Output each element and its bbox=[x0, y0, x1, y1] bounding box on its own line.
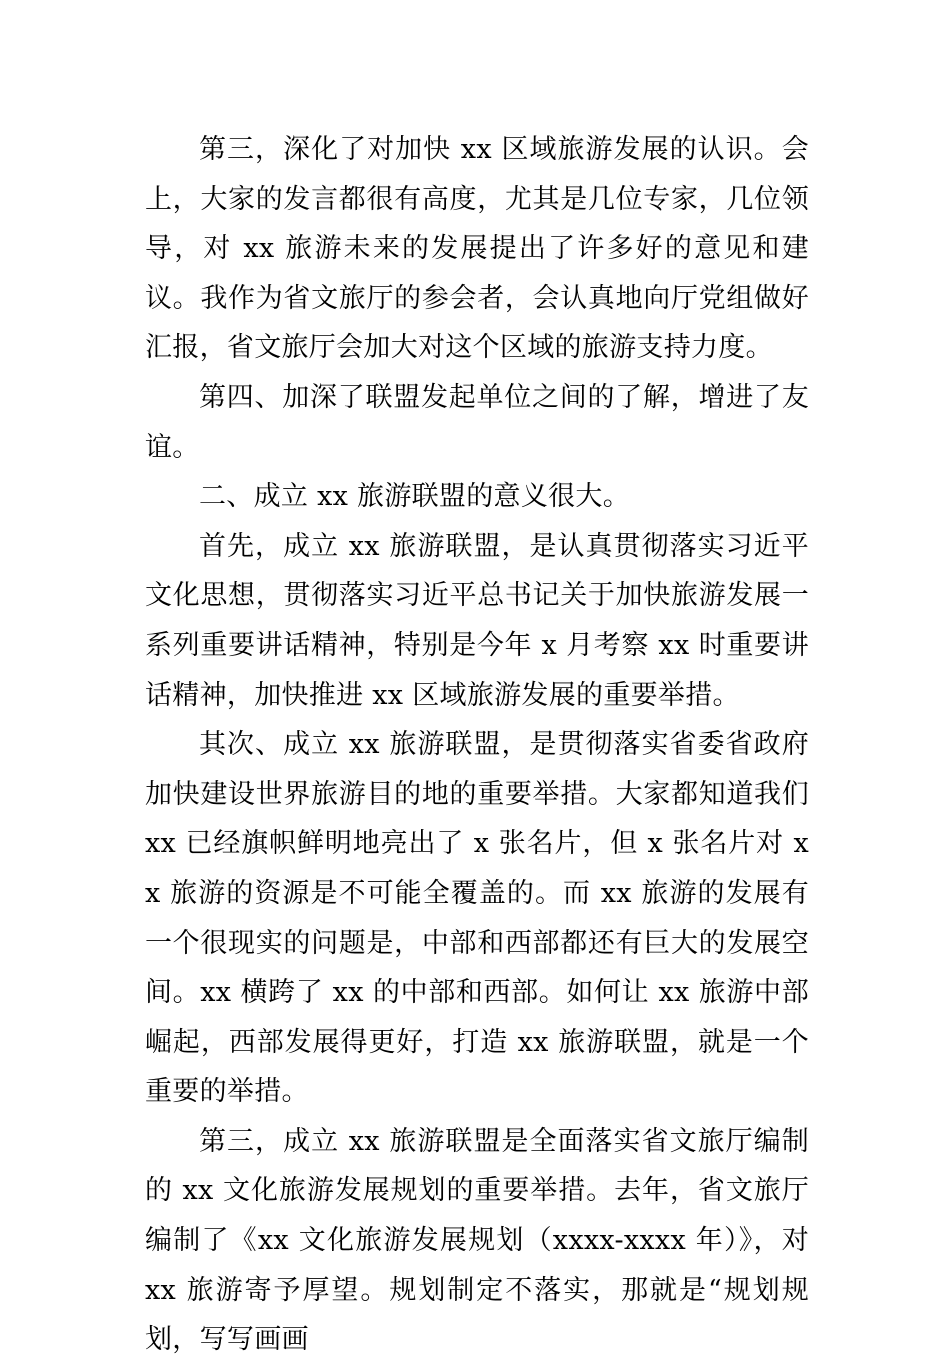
paragraph-2: 第四、加深了联盟发起单位之间的了解，增进了友谊。 bbox=[145, 381, 809, 463]
paragraph-3: 首先，成立 xx 旅游联盟，是认真贯彻落实习近平文化思想，贯彻落实习近平总书记关于加快旅游发展一系列重要讲话精神，特别是今年 x 月考察 xx 时重要讲话精神，加快推进 xx 区域旅游发展的重要举措。 bbox=[145, 530, 809, 711]
paragraph-5: 第三，成立 xx 旅游联盟是全面落实省文旅厅编制的 xx 文化旅游发展规划的重要举措。去年，省文旅厅编制了《xx 文化旅游发展规划（xxxx-xxxx 年）》，对 xx 旅游寄予厚望。规划制定不落实，那就是“规划规划，写写画画 bbox=[145, 1125, 809, 1356]
section-heading: 二、成立 xx 旅游联盟的意义很大。 bbox=[199, 481, 631, 513]
paragraph-4: 其次、成立 xx 旅游联盟，是贯彻落实省委省政府加快建设世界旅游目的地的重要举措。大家都知道我们 xx 已经旗帜鲜明地亮出了 x 张名片，但 x 张名片对 xx 旅游的资源是不可能全覆盖的。而 xx 旅游的发展有一个很现实的问题是，中部和西部都还有巨大的发展空间。xx 横跨了 xx 的中部和西部。如何让 xx 旅游中部崛起，西部发展得更好，打造 xx 旅游联盟，就是一个重要的举措。 bbox=[145, 729, 809, 1108]
document-body bbox=[145, 125, 809, 1365]
paragraph-1: 第三，深化了对加快 xx 区域旅游发展的认识。会上，大家的发言都很有高度，尤其是几位专家，几位领导，对 xx 旅游未来的发展提出了许多好的意见和建议。我作为省文旅厅的参会者，会认真地向厅党组做好汇报，省文旅厅会加大对这个区域的旅游支持力度。 bbox=[145, 134, 809, 364]
